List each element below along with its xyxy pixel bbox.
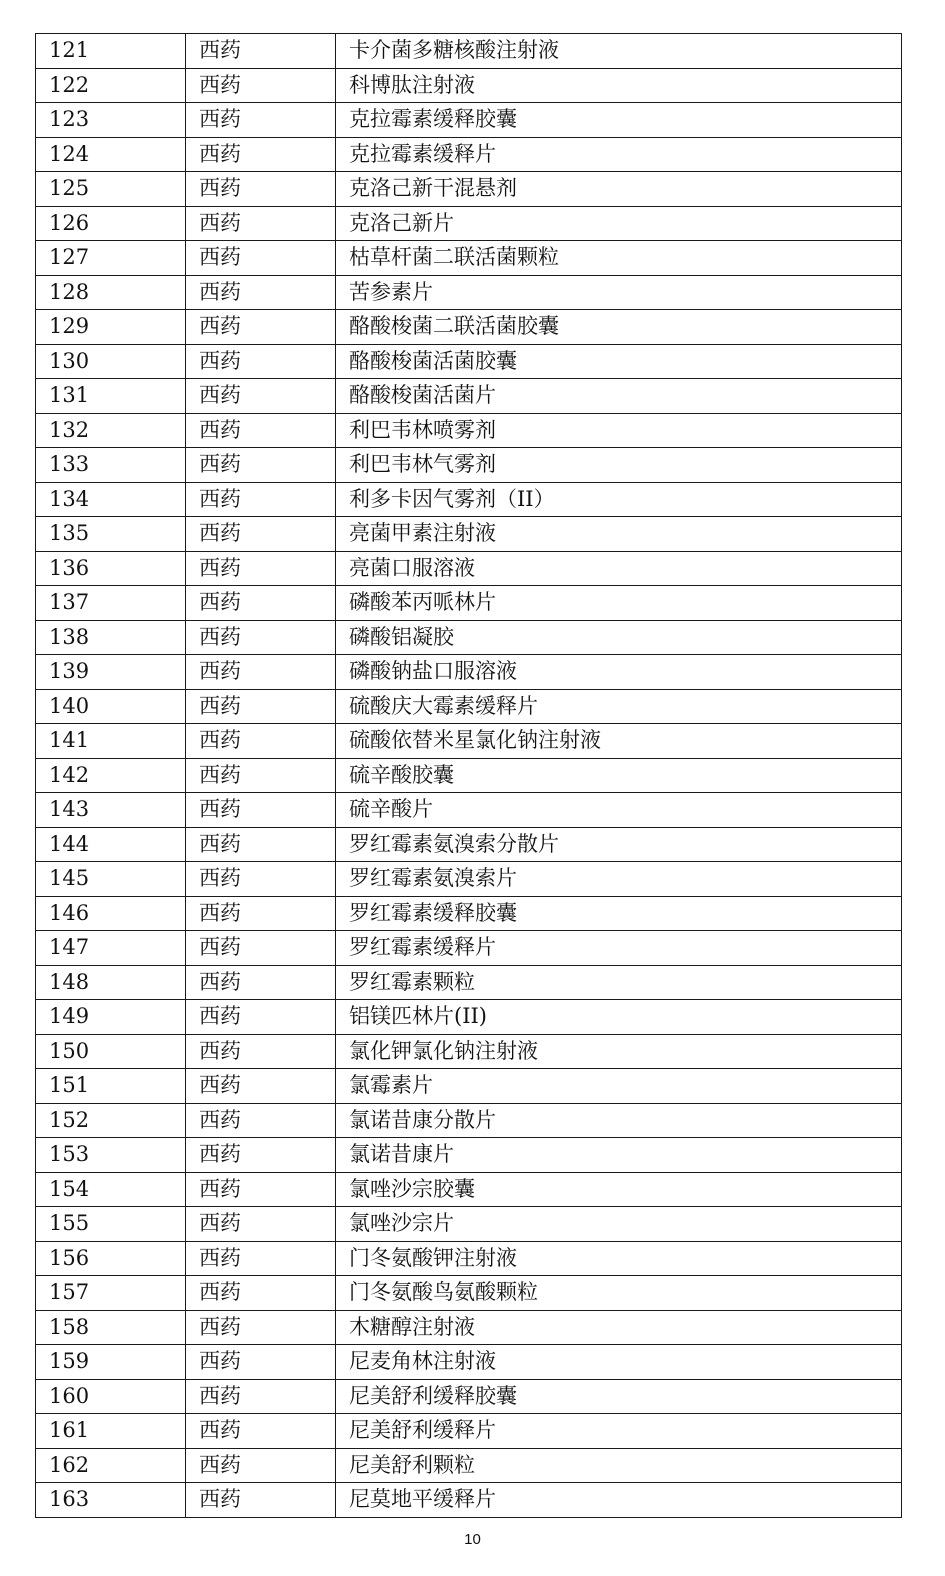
table-row xyxy=(36,1207,902,1242)
category-cell: 西药 xyxy=(186,758,336,793)
category-cell: 西药 xyxy=(186,482,336,517)
row-number-cell: 138 xyxy=(36,620,186,655)
category-cell: 西药 xyxy=(186,1000,336,1035)
table-row xyxy=(36,137,902,172)
table-row xyxy=(36,1276,902,1311)
table-row xyxy=(36,517,902,552)
table-row xyxy=(36,1069,902,1104)
table-row xyxy=(36,655,902,690)
table-row xyxy=(36,34,902,69)
drug-name-cell: 利巴韦林气雾剂 xyxy=(336,448,902,483)
row-number-cell: 145 xyxy=(36,862,186,897)
table-row xyxy=(36,1172,902,1207)
table-row xyxy=(36,793,902,828)
table-row xyxy=(36,1241,902,1276)
category-cell: 西药 xyxy=(186,275,336,310)
row-number-cell: 141 xyxy=(36,724,186,759)
drug-name-cell: 硫酸庆大霉素缓释片 xyxy=(336,689,902,724)
drug-name-cell: 氯诺昔康片 xyxy=(336,1138,902,1173)
row-number-cell: 154 xyxy=(36,1172,186,1207)
category-cell: 西药 xyxy=(186,1345,336,1380)
row-number-cell: 149 xyxy=(36,1000,186,1035)
category-cell: 西药 xyxy=(186,1379,336,1414)
drug-name-cell: 门冬氨酸鸟氨酸颗粒 xyxy=(336,1276,902,1311)
table-row xyxy=(36,862,902,897)
drug-name-cell: 酪酸梭菌二联活菌胶囊 xyxy=(336,310,902,345)
drug-name-cell: 罗红霉素氨溴索分散片 xyxy=(336,827,902,862)
table-row xyxy=(36,827,902,862)
row-number-cell: 161 xyxy=(36,1414,186,1449)
category-cell: 西药 xyxy=(186,517,336,552)
drug-name-cell: 磷酸铝凝胶 xyxy=(336,620,902,655)
category-cell: 西药 xyxy=(186,103,336,138)
row-number-cell: 121 xyxy=(36,34,186,69)
drug-name-cell: 木糖醇注射液 xyxy=(336,1310,902,1345)
drug-name-cell: 罗红霉素颗粒 xyxy=(336,965,902,1000)
page-number: 10 xyxy=(464,1531,481,1548)
table-row xyxy=(36,551,902,586)
row-number-cell: 158 xyxy=(36,1310,186,1345)
category-cell: 西药 xyxy=(186,413,336,448)
table-row xyxy=(36,379,902,414)
drug-name-cell: 硫辛酸胶囊 xyxy=(336,758,902,793)
row-number-cell: 144 xyxy=(36,827,186,862)
category-cell: 西药 xyxy=(186,1483,336,1518)
table-row xyxy=(36,1448,902,1483)
category-cell: 西药 xyxy=(186,1241,336,1276)
drug-name-cell: 尼莫地平缓释片 xyxy=(336,1483,902,1518)
category-cell: 西药 xyxy=(186,241,336,276)
table-row xyxy=(36,448,902,483)
table-row xyxy=(36,1379,902,1414)
drug-name-cell: 罗红霉素氨溴索片 xyxy=(336,862,902,897)
row-number-cell: 142 xyxy=(36,758,186,793)
category-cell: 西药 xyxy=(186,931,336,966)
category-cell: 西药 xyxy=(186,448,336,483)
table-row xyxy=(36,482,902,517)
category-cell: 西药 xyxy=(186,137,336,172)
row-number-cell: 156 xyxy=(36,1241,186,1276)
drug-name-cell: 门冬氨酸钾注射液 xyxy=(336,1241,902,1276)
drug-list-table-body xyxy=(36,34,902,1518)
drug-name-cell: 利巴韦林喷雾剂 xyxy=(336,413,902,448)
category-cell: 西药 xyxy=(186,1448,336,1483)
category-cell: 西药 xyxy=(186,1310,336,1345)
drug-name-cell: 罗红霉素缓释片 xyxy=(336,931,902,966)
row-number-cell: 123 xyxy=(36,103,186,138)
row-number-cell: 133 xyxy=(36,448,186,483)
row-number-cell: 125 xyxy=(36,172,186,207)
category-cell: 西药 xyxy=(186,310,336,345)
drug-name-cell: 尼美舒利缓释片 xyxy=(336,1414,902,1449)
row-number-cell: 162 xyxy=(36,1448,186,1483)
table-row xyxy=(36,413,902,448)
table-row xyxy=(36,931,902,966)
row-number-cell: 130 xyxy=(36,344,186,379)
drug-name-cell: 酪酸梭菌活菌胶囊 xyxy=(336,344,902,379)
drug-name-cell: 酪酸梭菌活菌片 xyxy=(336,379,902,414)
drug-name-cell: 硫酸依替米星氯化钠注射液 xyxy=(336,724,902,759)
table-row xyxy=(36,689,902,724)
table-row xyxy=(36,275,902,310)
row-number-cell: 124 xyxy=(36,137,186,172)
category-cell: 西药 xyxy=(186,172,336,207)
row-number-cell: 150 xyxy=(36,1034,186,1069)
row-number-cell: 160 xyxy=(36,1379,186,1414)
row-number-cell: 147 xyxy=(36,931,186,966)
row-number-cell: 163 xyxy=(36,1483,186,1518)
drug-name-cell: 枯草杆菌二联活菌颗粒 xyxy=(336,241,902,276)
drug-name-cell: 磷酸钠盐口服溶液 xyxy=(336,655,902,690)
row-number-cell: 127 xyxy=(36,241,186,276)
table-row xyxy=(36,310,902,345)
drug-name-cell: 氯诺昔康分散片 xyxy=(336,1103,902,1138)
table-row xyxy=(36,1483,902,1518)
drug-name-cell: 克洛己新片 xyxy=(336,206,902,241)
category-cell: 西药 xyxy=(186,724,336,759)
drug-name-cell: 尼美舒利颗粒 xyxy=(336,1448,902,1483)
table-row xyxy=(36,206,902,241)
table-row xyxy=(36,103,902,138)
category-cell: 西药 xyxy=(186,827,336,862)
drug-name-cell: 卡介菌多糖核酸注射液 xyxy=(336,34,902,69)
row-number-cell: 129 xyxy=(36,310,186,345)
drug-name-cell: 苦参素片 xyxy=(336,275,902,310)
category-cell: 西药 xyxy=(186,1414,336,1449)
table-row xyxy=(36,724,902,759)
category-cell: 西药 xyxy=(186,379,336,414)
row-number-cell: 152 xyxy=(36,1103,186,1138)
category-cell: 西药 xyxy=(186,689,336,724)
category-cell: 西药 xyxy=(186,551,336,586)
category-cell: 西药 xyxy=(186,1276,336,1311)
drug-name-cell: 氯霉素片 xyxy=(336,1069,902,1104)
category-cell: 西药 xyxy=(186,1103,336,1138)
drug-name-cell: 科博肽注射液 xyxy=(336,68,902,103)
category-cell: 西药 xyxy=(186,34,336,69)
row-number-cell: 128 xyxy=(36,275,186,310)
drug-name-cell: 克拉霉素缓释胶囊 xyxy=(336,103,902,138)
table-row xyxy=(36,586,902,621)
row-number-cell: 143 xyxy=(36,793,186,828)
category-cell: 西药 xyxy=(186,586,336,621)
category-cell: 西药 xyxy=(186,344,336,379)
row-number-cell: 135 xyxy=(36,517,186,552)
table-row xyxy=(36,1345,902,1380)
row-number-cell: 134 xyxy=(36,482,186,517)
table-row xyxy=(36,965,902,1000)
category-cell: 西药 xyxy=(186,1172,336,1207)
category-cell: 西药 xyxy=(186,68,336,103)
drug-name-cell: 罗红霉素缓释胶囊 xyxy=(336,896,902,931)
row-number-cell: 126 xyxy=(36,206,186,241)
drug-name-cell: 尼麦角林注射液 xyxy=(336,1345,902,1380)
category-cell: 西药 xyxy=(186,620,336,655)
table-row xyxy=(36,1138,902,1173)
row-number-cell: 131 xyxy=(36,379,186,414)
table-row xyxy=(36,896,902,931)
row-number-cell: 155 xyxy=(36,1207,186,1242)
drug-name-cell: 磷酸苯丙哌林片 xyxy=(336,586,902,621)
category-cell: 西药 xyxy=(186,1207,336,1242)
table-row xyxy=(36,758,902,793)
drug-name-cell: 克洛己新干混悬剂 xyxy=(336,172,902,207)
table-row xyxy=(36,172,902,207)
table-row xyxy=(36,1034,902,1069)
row-number-cell: 151 xyxy=(36,1069,186,1104)
drug-name-cell: 硫辛酸片 xyxy=(336,793,902,828)
table-row xyxy=(36,620,902,655)
table-row xyxy=(36,1103,902,1138)
category-cell: 西药 xyxy=(186,965,336,1000)
table-row xyxy=(36,1310,902,1345)
row-number-cell: 146 xyxy=(36,896,186,931)
category-cell: 西药 xyxy=(186,655,336,690)
category-cell: 西药 xyxy=(186,896,336,931)
category-cell: 西药 xyxy=(186,793,336,828)
row-number-cell: 139 xyxy=(36,655,186,690)
category-cell: 西药 xyxy=(186,206,336,241)
row-number-cell: 159 xyxy=(36,1345,186,1380)
row-number-cell: 140 xyxy=(36,689,186,724)
category-cell: 西药 xyxy=(186,1069,336,1104)
drug-name-cell: 尼美舒利缓释胶囊 xyxy=(336,1379,902,1414)
drug-name-cell: 氯唑沙宗胶囊 xyxy=(336,1172,902,1207)
table-row xyxy=(36,1000,902,1035)
drug-name-cell: 亮菌甲素注射液 xyxy=(336,517,902,552)
table-row xyxy=(36,241,902,276)
category-cell: 西药 xyxy=(186,1138,336,1173)
drug-name-cell: 氯化钾氯化钠注射液 xyxy=(336,1034,902,1069)
row-number-cell: 148 xyxy=(36,965,186,1000)
drug-list-table xyxy=(35,33,902,1518)
table-row xyxy=(36,68,902,103)
drug-name-cell: 铝镁匹林片(II) xyxy=(336,1000,902,1035)
table-row xyxy=(36,344,902,379)
drug-name-cell: 亮菌口服溶液 xyxy=(336,551,902,586)
drug-name-cell: 氯唑沙宗片 xyxy=(336,1207,902,1242)
row-number-cell: 132 xyxy=(36,413,186,448)
table-row xyxy=(36,1414,902,1449)
category-cell: 西药 xyxy=(186,1034,336,1069)
row-number-cell: 153 xyxy=(36,1138,186,1173)
row-number-cell: 122 xyxy=(36,68,186,103)
drug-name-cell: 利多卡因气雾剂（II） xyxy=(336,482,902,517)
row-number-cell: 137 xyxy=(36,586,186,621)
drug-name-cell: 克拉霉素缓释片 xyxy=(336,137,902,172)
row-number-cell: 136 xyxy=(36,551,186,586)
category-cell: 西药 xyxy=(186,862,336,897)
row-number-cell: 157 xyxy=(36,1276,186,1311)
